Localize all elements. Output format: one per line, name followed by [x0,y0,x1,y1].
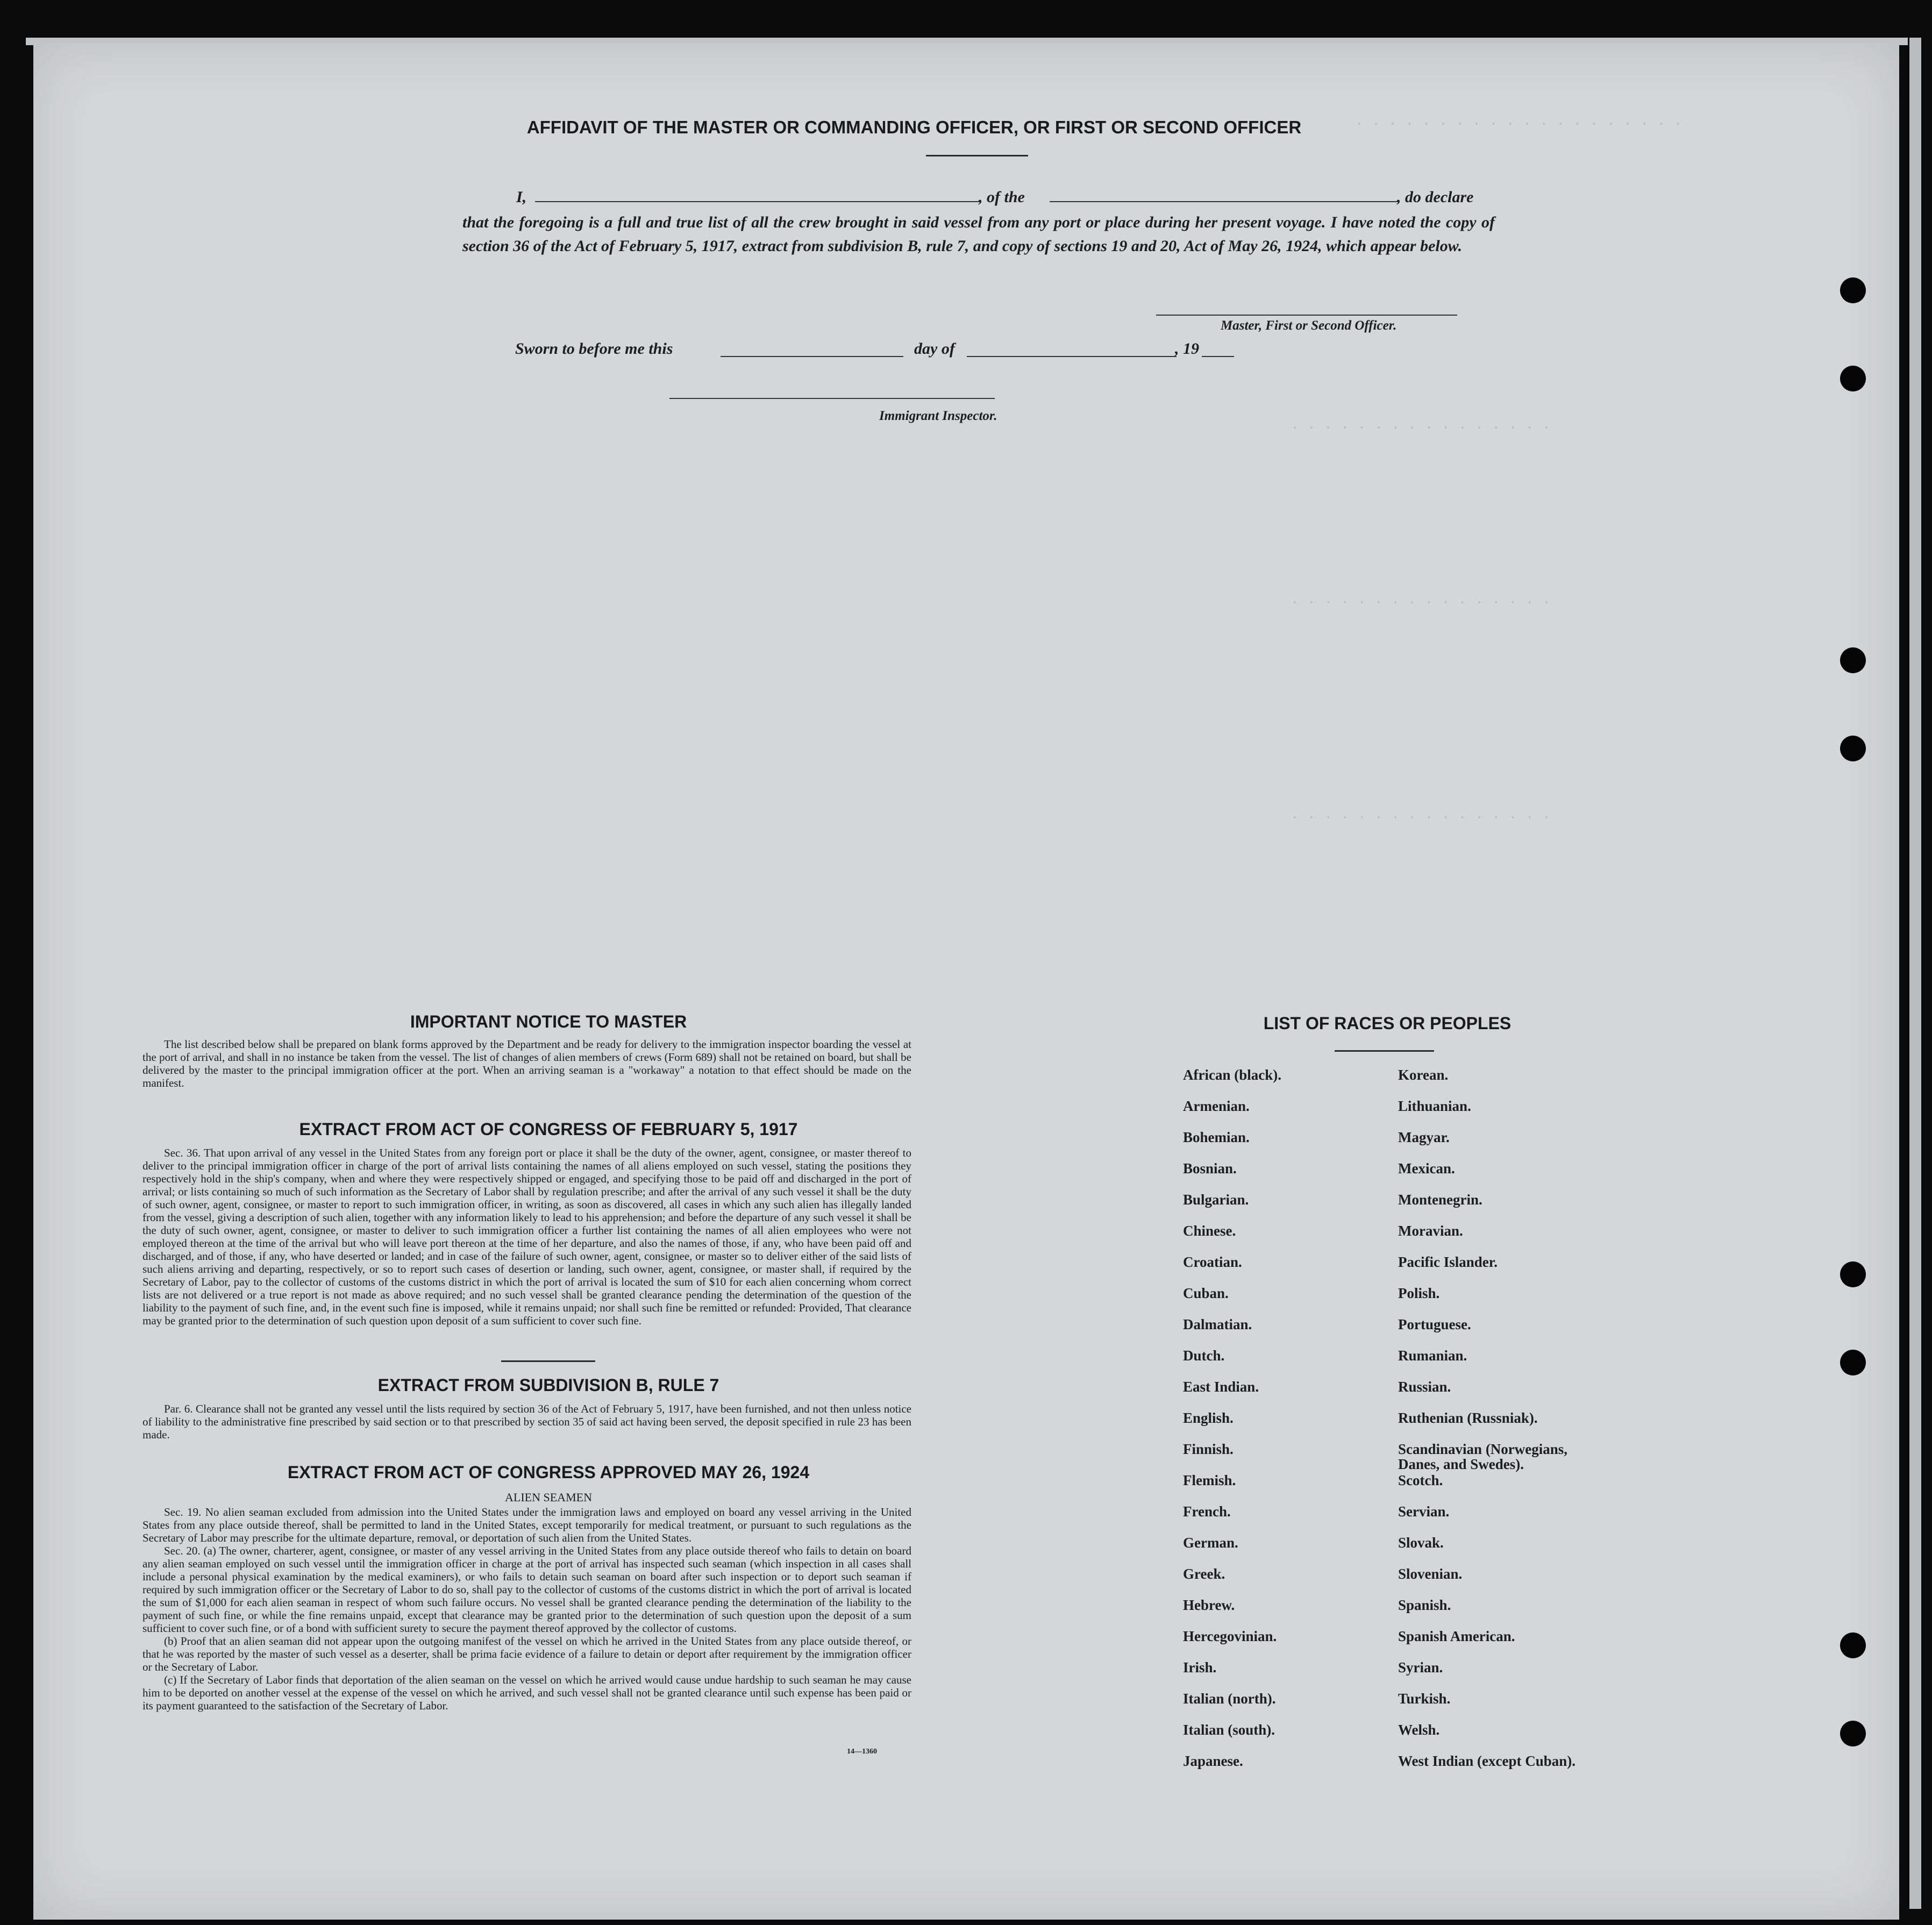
race-item: Bohemian. [1183,1129,1250,1145]
race-item: Scotch. [1398,1472,1443,1488]
race-item: Moravian. [1398,1223,1463,1239]
extract-1924-text [142,1506,911,1712]
race-item: Servian. [1398,1503,1450,1520]
punch-hole [1840,1350,1866,1375]
inspector-label: Immigrant Inspector. [879,409,997,423]
alien-seamen-subtitle: ALIEN SEAMEN [505,1491,592,1504]
race-item: French. [1183,1503,1231,1520]
race-item: Lithuanian. [1398,1098,1471,1114]
race-item: Slovak. [1398,1535,1444,1551]
year-line[interactable] [1202,356,1234,357]
sec-20b-paragraph: (b) Proof that an alien seaman did not appear upon the outgoing manifest of the vessel on which he arrived in the United States from any place outside thereof, or that he was reported by the master of such vessel as a deserter, shall be prima facie evidence of a failure to detain or deport after requirement by the immigration officer or the Secretary of Labor. [142,1635,911,1673]
race-item: Armenian. [1183,1098,1250,1114]
form-number: 14—1360 [847,1748,877,1756]
race-item: Montenegrin. [1398,1192,1482,1208]
race-item: Turkish. [1398,1691,1451,1707]
race-item: Magyar. [1398,1129,1450,1145]
vessel-field-line[interactable] [1050,201,1399,202]
punch-hole [1840,736,1866,761]
race-item: Dutch. [1183,1348,1225,1364]
race-item: African (black). [1183,1067,1281,1083]
punch-hole [1840,277,1866,303]
race-item: Hercegovinian. [1183,1628,1277,1644]
sworn-day-line[interactable] [721,356,903,357]
race-item: German. [1183,1535,1238,1551]
affidavit-body: that the foregoing is a full and true list of all the crew brought in said vessel from any port or place during her present voyage. I have noted the copy of section 36 of the Act of February 5, 1917, extract from subdivision B, rule 7, and copy of sections 19 and 20, Act of May 26, 1924, which appear below. [462,213,1495,255]
race-item: English. [1183,1410,1234,1426]
race-item: Dalmatian. [1183,1316,1252,1332]
race-item: Rumanian. [1398,1348,1467,1364]
affidavit-declare-label: , do declare [1397,188,1474,206]
race-item: Cuban. [1183,1285,1229,1301]
race-item: Korean. [1398,1067,1449,1083]
race-item: Welsh. [1398,1722,1440,1738]
race-item: Flemish. [1183,1472,1236,1488]
day-of-label: day of [914,340,955,358]
sec-20a-paragraph: Sec. 20. (a) The owner, charterer, agent, consignee, or master of any vessel arriving in the United States from any place outside thereof who fails to detain on board any alien seaman employed on such vessel until the immigration officer in charge at the port of arrival has inspected such seaman (which inspection in all cases shall include a personal physical examination by the medical examiners), or who fails to detain such seaman on board after such inspection or to deport such seaman if required by such immigration officer or the Secretary of Labor to do so, shall pay to the collector of customs of the customs district in which the port of arrival is located the sum of $1,000 for each alien seaman in respect of whom such failure occurs. No vessel shall be granted clearance pending the determination of the liability to the payment of such fine, or while the fine remains unpaid, except that clearance may be granted prior to the determination of such question upon the deposit of a sum sufficient to cover such fine, or of a bond with sufficient surety to secure the payment thereof approved by the collector of customs. [142,1544,911,1635]
extract-rule7-title: EXTRACT FROM SUBDIVISION B, RULE 7 [377,1375,719,1395]
affidavit-i-label: I, [516,188,527,206]
race-item: Pacific Islander. [1398,1254,1498,1270]
race-item: Irish. [1183,1659,1217,1676]
race-item: Greek. [1183,1566,1225,1582]
bleed-through-text: . . . . . . . . . . . . . . . . [1291,807,1551,823]
race-item: Bosnian. [1183,1160,1237,1177]
race-item: Spanish American. [1398,1628,1515,1644]
sec-20c-paragraph: (c) If the Secretary of Labor finds that deportation of the alien seaman on the vessel on which he arrived would cause undue hardship to such seaman he may cause him to be deported on another vessel at the expense of the vessel on which he arrived, and such vessel shall not be granted clearance until such expense has been paid or its payment guaranteed to the satisfaction of the Secretary of Labor. [142,1673,911,1712]
race-item: Bulgarian. [1183,1192,1249,1208]
races-title: LIST OF RACES OR PEOPLES [1263,1014,1512,1033]
notice-text: The list described below shall be prepared on blank forms approved by the Department and be ready for delivery to the immigration inspector boarding the vessel at the port of arrival, and shall in no instance be taken from the vessel. The list of changes of alien members of crews (Form 689) shall not be retained on board, but shall be delivered by the master to the principal immigration officer at the port. When an arriving seaman is a "workaway" a notation to that effect should be made on the manifest. [142,1038,911,1089]
sworn-month-line[interactable] [967,356,1177,357]
inspector-signature-line[interactable] [669,398,995,399]
bleed-through-text: . . . . . . . . . . . . . . . . . . . . [1355,113,1683,129]
races-right-column [1398,1067,1699,1777]
race-item: West Indian (except Cuban). [1398,1753,1576,1769]
section-divider [501,1360,595,1362]
affidavit-of-the-label: , of the [979,188,1025,206]
race-item: Russian. [1398,1379,1451,1395]
extract-1917-title: EXTRACT FROM ACT OF CONGRESS OF FEBRUARY 5, 1917 [299,1120,798,1139]
race-item: Italian (north). [1183,1691,1276,1707]
extract-rule7-text: Par. 6. Clearance shall not be granted any vessel until the lists required by section 36 of the Act of February 5, 1917, have been furnished, and not then unless notice of liability to the administrative fine prescribed by said section or to that prescribed by section 35 of said act having been served, the deposit specified in rule 23 has been made. [142,1402,911,1441]
race-item: Syrian. [1398,1659,1443,1676]
signature-line[interactable] [1156,315,1457,316]
name-field-line[interactable] [535,201,981,202]
race-item: Scandinavian (Norwegians, Danes, and Swedes). [1398,1441,1568,1472]
paper-edge-right [1909,38,1921,1909]
signature-label: Master, First or Second Officer. [1221,318,1397,333]
races-divider [1335,1050,1434,1052]
race-item: Italian (south). [1183,1722,1275,1738]
punch-hole [1840,1721,1866,1746]
punch-hole [1840,366,1866,391]
race-item: Spanish. [1398,1597,1451,1613]
affidavit-title: AFFIDAVIT OF THE MASTER OR COMMANDING OFFICER, OR FIRST OR SECOND OFFICER [526,117,1302,137]
race-item: Chinese. [1183,1223,1236,1239]
extract-1924-title: EXTRACT FROM ACT OF CONGRESS APPROVED MAY 26, 1924 [287,1463,810,1482]
extract-1917-text: Sec. 36. That upon arrival of any vessel in the United States from any foreign port or place it shall be the duty of the owner, agent, consignee, or master thereof to deliver to the principal immigration officer in charge of the port of arrival lists containing the names of all aliens employed on such vessel, stating the positions they respectively hold in the ship's company, when and where they were respectively shipped or engaged, and specifying those to be paid off and discharged in the port of arrival; or lists containing so much of such information as the Secretary of Labor shall by regulation prescribe; and after the arrival of any such vessel it shall be the duty of such owner, agent, consignee, or master to report to such immigration officer, in writing, as soon as discovered, all cases in which any such alien has illegally landed from the vessel, giving a description of such alien, together with any information likely to lead to his apprehension; and before the departure of any such vessel it shall be the duty of such owner, agent, consignee, or master to deliver to such immigration officer a further list containing the names of all alien employees who were not employed thereon at the time of the arrival but who will leave port thereon at the time of her departure, and also the names of those, if any, who have been paid off and discharged, and of those, if any, who have deserted or landed; and in case of the failure of such owner, agent, consignee, or master so to deliver either of the said lists of such aliens arriving and departing, respectively, or so to report such cases of desertion or landing, such owner, agent, consignee, or master shall, if required by the Secretary of Labor, pay to the collector of customs of the customs district in which the port of arrival is located the sum of $10 for each alien concerning whom correct lists are not delivered or a true report is not made as above required; and no such vessel shall be granted clearance pending the determination of the question of the liability to the payment of such fine, and, in the event such fine is imposed, while it remains unpaid; nor shall such fine be remitted or refunded: Provided, That clearance may be granted prior to the determination of such question upon deposit of a sum sufficient to cover such fine. [142,1146,911,1327]
year-label: , 19 [1175,340,1199,358]
race-item: Portuguese. [1398,1316,1471,1332]
race-item: Polish. [1398,1285,1440,1301]
race-item: Croatian. [1183,1254,1242,1270]
bleed-through-text: . . . . . . . . . . . . . . . . [1291,417,1551,433]
punch-hole [1840,1632,1866,1658]
race-item: Hebrew. [1183,1597,1235,1613]
race-item: East Indian. [1183,1379,1259,1395]
race-item: Slovenian. [1398,1566,1463,1582]
race-item: Japanese. [1183,1753,1243,1769]
race-item: Finnish. [1183,1441,1234,1457]
race-item: Mexican. [1398,1160,1455,1177]
punch-hole [1840,647,1866,673]
punch-hole [1840,1261,1866,1287]
sworn-label: Sworn to before me this [515,340,673,358]
races-left-column [1183,1067,1387,1777]
race-item: Ruthenian (Russniak). [1398,1410,1538,1426]
sec-19-paragraph: Sec. 19. No alien seaman excluded from admission into the United States under the immigration laws and employed on board any vessel arriving in the United States from any place outside thereof, shall be permitted to land in the United States, except temporarily for medical treatment, or pursuant to such regulations as the Secretary of Labor may prescribe for the ultimate departure, removal, or deportation of such alien from the United States. [142,1506,911,1544]
bleed-through-text: . . . . . . . . . . . . . . . . [1291,591,1551,608]
title-divider [926,155,1028,156]
notice-title: IMPORTANT NOTICE TO MASTER [410,1012,687,1031]
